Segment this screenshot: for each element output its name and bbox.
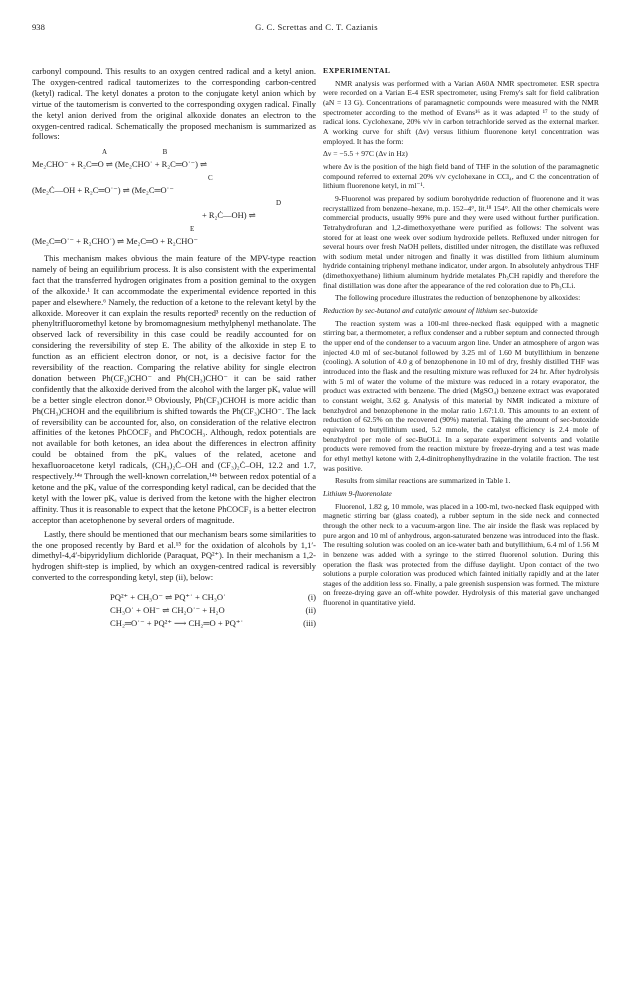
mechanism-equation-1: Me₂CHO⁻ + R₂C═O ⇌ (Me₂CHO˙ + R₂C═O˙⁻) ⇌	[32, 159, 208, 170]
mechanism-equation-2: (Me₂Ċ—OH + R₂C═O˙⁻) ⇌ (Me₂C═O˙⁻	[32, 185, 174, 196]
running-header	[32, 22, 601, 36]
redox-equation-row	[32, 617, 316, 630]
subsection-heading-fluorenolate: Lithium 9-fluorenolate	[323, 488, 392, 498]
redox-equation-number: (ii)	[305, 605, 316, 616]
right-paragraph-7: Fluorenol, 1.82 g, 10 mmole, was placed in a 100-ml, two-necked flask equipped with magnetic stirring bar (glass coated), a rubber septum in the side neck and connected through the other neck to a vacuum-argon line. The air inside the flask was replaced by pure argon and 10 ml of anhydrous, argon-saturated benzene was introduced into the flask. The resulting solution was cooled on an ice-water bath and butyllithium, 6.4 ml of 1.56 M in benzene was added with a syringe to the stirred fluorenol solution. During this operation the flask was protected from the diffuse daylight. Upon contact of the two solutions a purple coloration was produced which fainted initially rapidly and at the later stages of the addition less so. Finally, a pale greenish suspension was formed. The mixture on freeze-drying gave an off-white powder. Hydrolysis of this material gave unchanged fluorenol in quantitative yield.	[323, 501, 599, 608]
section-heading-experimental: EXPERIMENTAL	[323, 66, 391, 75]
right-column	[323, 66, 599, 611]
right-paragraph-3: 9-Fluorenol was prepared by sodium borohydride reduction of fluorenone and it was recrystallized from benzene–hexane, m.p. 152–4°, lit.¹⁸ 154°. All the other chemicals were commercial products, usually 99% pure and they were used without further purification. Tetrahydrofuran and 1,2-dimethoxyethane were purified as follows: The solvent was stored for at least one week over sodium hydroxide pellets. Refluxed under nitrogen for several hours over fresh NaOH pellets, distilled under nitrogen, the distillate was refluxed with sodium metal under nitrogen and finally it was distilled from lithium aluminum hydride containing triphenyl methane indicator, under argon. In absolutely anhydrous THF (dimethoxyethane) lithium aluminum hydride metalates Ph₃CH rapidly and therefore the final distillation was done after the appearance of the red coloration due to Ph₃CLi.	[323, 193, 599, 290]
redox-equation-row	[32, 604, 316, 617]
paraquat-equations	[32, 591, 316, 630]
working-curve-equation: Δν = −5.5 + 97C (Δν in Hz)	[323, 149, 408, 159]
redox-equation: PQ²⁺ + CH₃O⁻ ⇌ PQ⁺˙ + CH₃O˙	[110, 592, 226, 603]
redox-equation: CH₂═O˙⁻ + PQ²⁺ ⟶ CH₂═O + PQ⁺˙	[110, 618, 244, 629]
left-paragraph-3: Lastly, there should be mentioned that our mechanism bears some similarities to the one proposed recently by Bard et al.¹⁵ for the oxidation of alcohols by 1,1′-dimethyl-4,4′-bipyridylium dichloride (Paraquat, PQ²⁺). In their mechanism a 1,2-hydrogen shift-step is implied, by which an oxygen-centred radical is reversibly converted to the corresponding ketyl, step (ii), below:	[32, 528, 316, 583]
right-paragraph-6: Results from similar reactions are summarized in Table 1.	[335, 476, 511, 486]
right-paragraph-2: where Δν is the position of the high field band of THF in the solution of the paramagnetic compound referred to external 20% v/v cyclohexane in CCl₄, and C the concentration of lithium fluorenone ketyl, in ml⁻¹.	[323, 161, 599, 191]
mechanism-equation-4: (Me₂C═O˙⁻ + R₂CHO˙) ⇌ Me₂C═O + R₂CHO⁻	[32, 236, 198, 247]
subsection-heading-reduction: Reduction by sec-butanol and catalytic amount of lithium sec-butoxide	[323, 306, 538, 316]
left-column	[32, 66, 316, 630]
page-number: 938	[32, 22, 45, 32]
right-paragraph-1: NMR analysis was performed with a Varian A60A NMR spectrometer. ESR spectra were recorded on a Varian E-4 ESR spectrometer, using Fremy's salt for field calibration (aN = 13 G). Concentrations of paramagnetic compounds were measured with the NMR spectrometer according to the method of Evans¹⁶ as it was adapted ¹⁷ to the study of radical ions. Cyclohexane, 20% v/v in carbon tetrachloride served as the external marker. A working curve for shift (Δν) versus lithium fluorenone ketyl concentration was employed. It has the form:	[323, 78, 599, 146]
redox-equation-number: (iii)	[303, 618, 316, 629]
redox-equation-number: (i)	[307, 592, 316, 603]
mechanism-scheme	[32, 148, 316, 247]
right-paragraph-5: The reaction system was a 100-ml three-necked flask equipped with a magnetic stirring bar, a thermometer, a reflux condenser and a rubber septum and connected through the upper end of the condenser to a vacuum argon line. Under an atmosphere of argon was injected 4.0 ml of sec-butanol followed by 3.25 ml of 1.60 M butyllithium in benzene (cooling). A solution of 4.0 g of benzophenone in 10 ml of dry, freshly distilled THF was introduced into the flask and the resulting mixture was refluxed for 24 hr. After hydrolysis with 5 ml of water the volume of the mixture was reduced in a rotary evaporator, the product was extracted with benzene. The dried (MgSO₄) benzene extract was evaporated to constant weight, 3.62 g. Analysis of this material by NMR indicated a mixture of benzhydrol and benzophenone in the molar ratio 1.67:1.0. This amounts to an extent of reduction of 62.5% on the recovered (90%) material. Taking the amount of sec-butoxide equivalent to butyllithium used, 5.2 mmole, the catalyst efficiency is 2.4 mole of benzhydrol per mole of sec-BuOLi. In a separate experiment solvents and volatile products were removed from the reaction mixture by freeze-drying and a test was made for ethyl methyl ketone with 2,4-dinitrophenylhydrazine in the volatile fraction. The test was positive.	[323, 318, 599, 473]
redox-equation: CH₃O˙ + OH⁻ ⇌ CH₂O˙⁻ + H₂O	[110, 605, 225, 616]
mechanism-step-label-e: E	[190, 225, 195, 234]
left-paragraph-1: carbonyl compound. This results to an oxygen centred radical and a ketyl anion. The oxygen-centred radical tautomerizes to the corresponding carbon-centred (ketyl) radical. The ketyl donates a proton to the conjugate ketyl anion which by virtue of the tautomerism is converted to the corresponding oxygen radical. Finally the ketyl anion derived from the original alkoxide donates an electron to the oxygen-centred radical. Schematically the proposed mechanism is summarized as follows:	[32, 66, 316, 142]
right-paragraph-4: The following procedure illustrates the reduction of benzophenone by alkoxides:	[335, 293, 581, 303]
redox-equation-row	[32, 591, 316, 604]
running-title: G. C. Screttas and C. T. Cazianis	[255, 22, 378, 32]
mechanism-step-label-c: C	[208, 174, 213, 183]
mechanism-step-label-d: D	[276, 199, 282, 208]
left-paragraph-2: This mechanism makes obvious the main feature of the MPV-type reaction namely of being an equilibrium process. It is also consistent with the experimental fact that the transferred hydrogen originates from a position geminal to the oxygen of the alkoxide.¹ It can accommodate the experimental evidence reported in this paper and elsewhere.⁶ Namely, the reduction of a ketone to the relevant ketyl by the alkoxide. Moreover it can explain the results reported³ recently on the reduction of phenyltrifluoromethyl ketone by bromomagnesium methylphenyl methanolate. The observed lack of reversibility in this case could be readily accounted for on considering the reversibility of step E. The ability of the alkoxide in step E to function as an efficient electron donor, or not, is a decisive factor for the reversibility of the reaction. Comparing the relative ability for single electron donation between Ph(CF₃)CHO⁻ and Ph(CH₃)CHO⁻ it can be said rather confidently that the alkoxide derived from the alcohol with the larger pKₐ value will be a better single electron donor.¹³ Obviously, Ph(CF₃)CHOH is more acidic than Ph(CH₃)CHOH and the equilibrium is shifted towards the Ph(CF₃)CHO⁻. The lack of reversibility can be accounted for, also, on consideration of the relative electron affinities of the ketones PhCOCF₃ and PhCOCH₃. Although, redox potentials are not available for both ketones, an idea about the differences in electron affinity could be obtained from the pKₐ values of the related, acetone and hexafluoroacetone ketyl radicals, (CH₃)₂Ċ–OH and (CF₃)₂Ċ–OH, 12.2 and 1.7, respectively.¹⁴ᵃ Through the well-known correlation,¹⁴ᵇ between redox potential of a ketone and the pKₐ value of the corresponding ketyl radical, can be decided that the ketyl with the lower pKₐ value is derived from the ketone with the higher electron affinity. Thus it is reasonable to expect that the ketone PhCOCF₃ is a better electron acceptor than acetophenone by several orders of magnitude.	[32, 252, 316, 525]
mechanism-equation-3: + R₂Ċ—OH) ⇌	[202, 210, 256, 221]
mechanism-step-labels-ab: A B	[102, 148, 168, 157]
